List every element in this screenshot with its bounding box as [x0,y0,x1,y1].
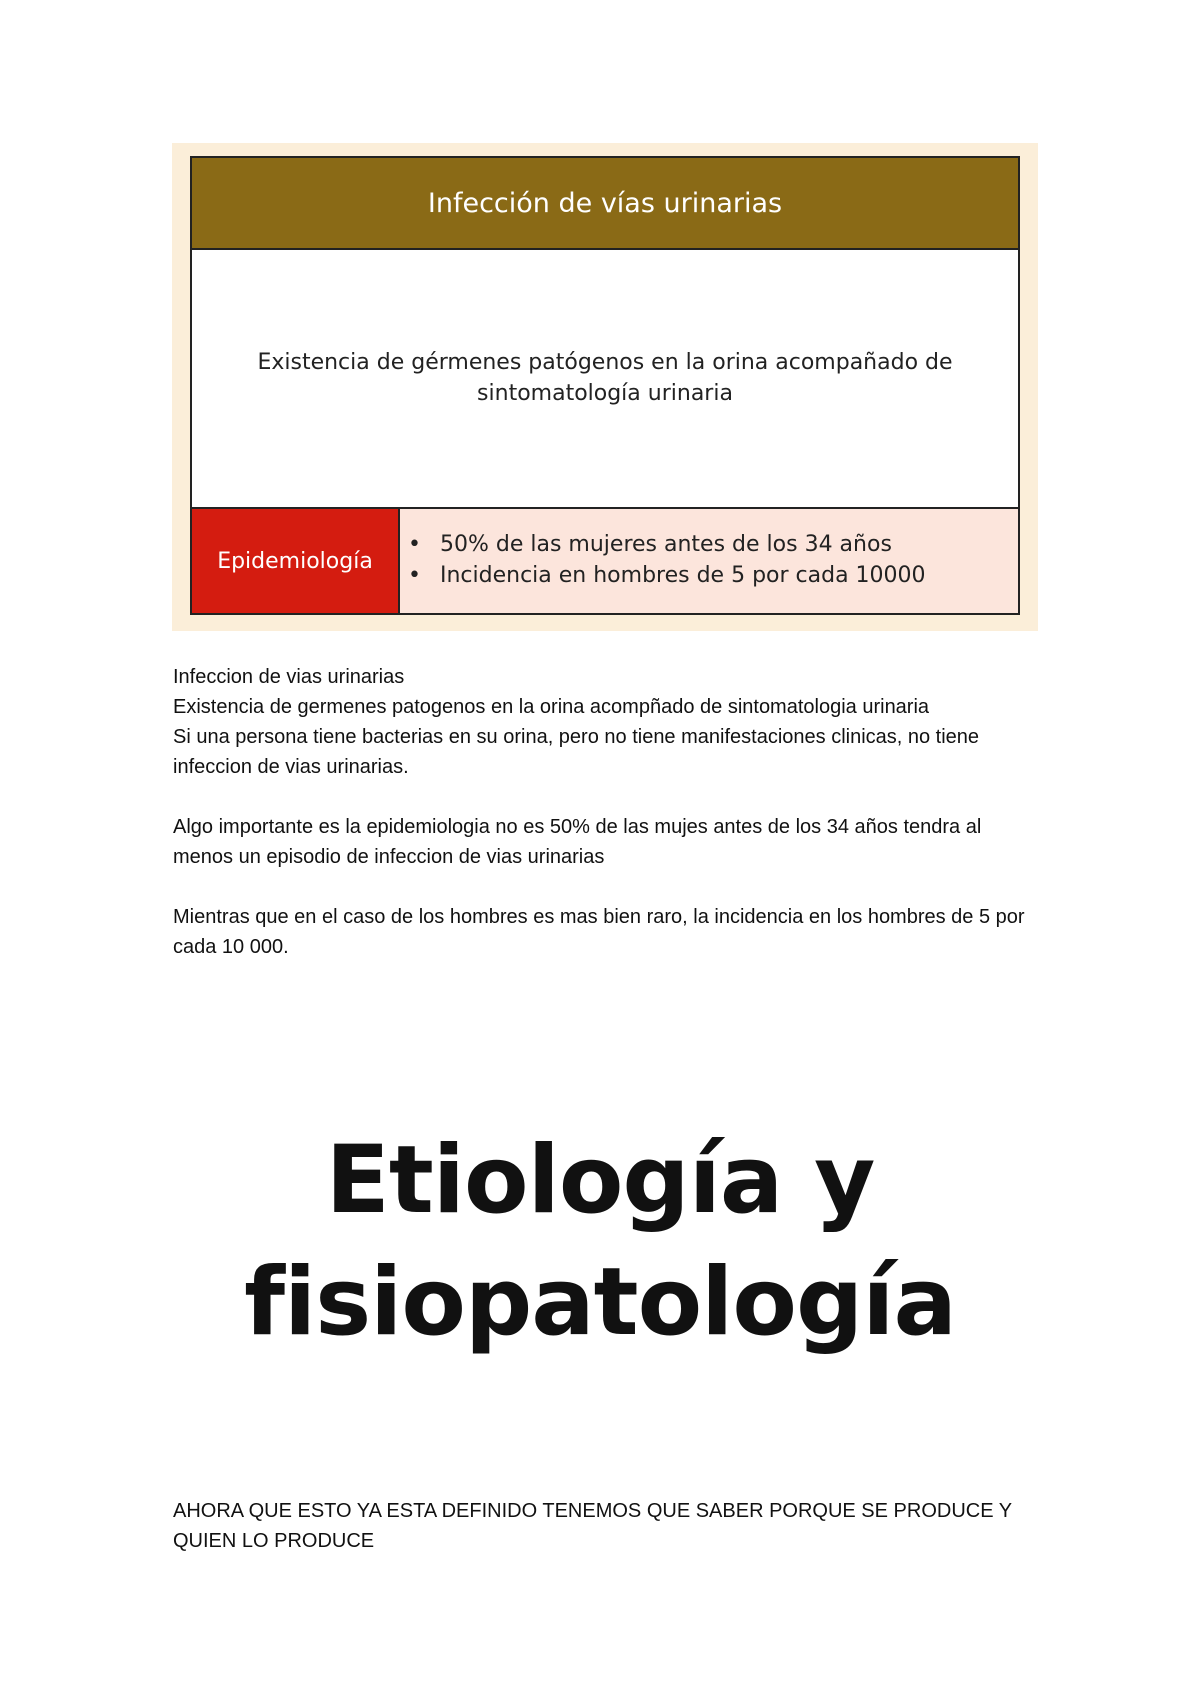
notes-line: Infeccion de vias urinarias [173,666,405,688]
closing-text: AHORA QUE ESTO YA ESTA DEFINIDO TENEMOS QUE SABER PORQUE SE PRODUCE Y QUIEN LO PRODUCE [173,1500,1012,1552]
section-title [0,1120,1200,1364]
slide-definition-line1: Existencia de gérmenes patógenos en la orina acompañado de [257,349,953,375]
section-title-line2: fisiopatología [244,1248,956,1357]
slide-title: Infección de vías urinarias [192,158,1018,250]
notes-text [173,662,1043,992]
slide-definition [192,250,1018,505]
notes-paragraph: Algo importante es la epidemiologia no es 50% de las mujes antes de los 34 años tendra al menos un episodio de infeccion de vias urinarias [173,816,982,868]
epidemiology-list [400,509,1018,613]
epidemiology-row [192,507,1018,613]
epidemiology-item: • Incidencia en hombres de 5 por cada 10000 [440,560,1018,591]
notes-line: Existencia de germenes patogenos en la orina acompñado de sintomatologia urinaria [173,696,930,718]
slide-table [190,156,1020,615]
slide-image [172,143,1038,631]
notes-line: Si una persona tiene bacterias en su orina, pero no tiene manifestaciones clinicas, no tiene infeccion de vias urinarias. [173,726,980,778]
section-title-line1: Etiología y [325,1126,875,1235]
epidemiology-label: Epidemiología [192,509,400,613]
notes-paragraph: Mientras que en el caso de los hombres es mas bien raro, la incidencia en los hombres de 5 por cada 10 000. [173,906,1025,958]
slide-definition-line2: sintomatología urinaria [477,380,733,406]
epidemiology-item: • 50% de las mujeres antes de los 34 años [440,529,1018,560]
